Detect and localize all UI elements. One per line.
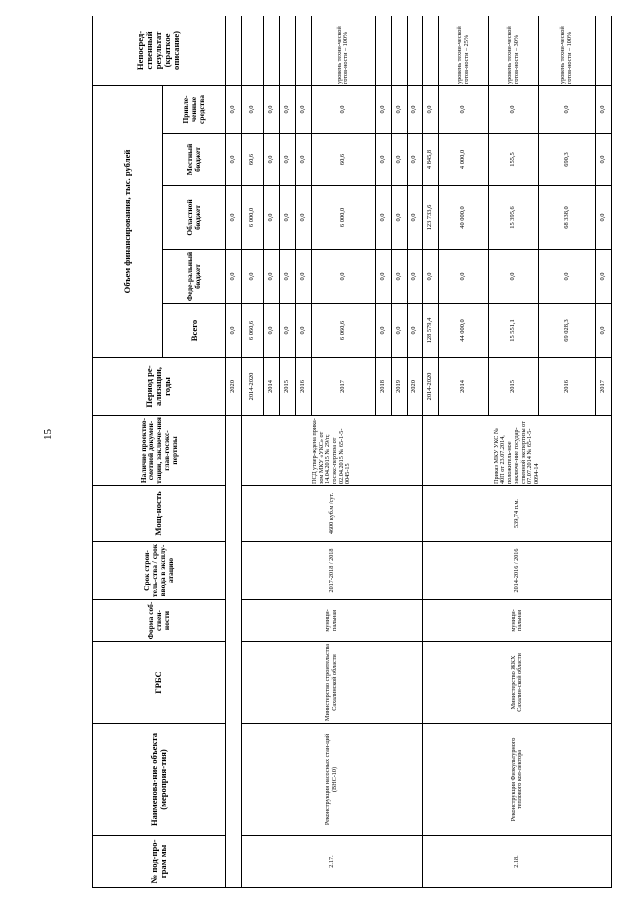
cell-federal: 0,0 bbox=[596, 250, 612, 304]
table-header-row bbox=[93, 16, 163, 888]
cell-total: 15 551,1 bbox=[489, 304, 539, 358]
cell-local: 0,0 bbox=[596, 134, 612, 186]
cell-result bbox=[264, 16, 280, 85]
cell-result: уровень техни-ческой готов-ности – 25% bbox=[439, 16, 489, 85]
page-number: 15 bbox=[42, 429, 54, 440]
cell-no: 2.17. bbox=[241, 836, 423, 888]
cell-regional: 0,0 bbox=[407, 186, 423, 250]
cell-federal: 0,0 bbox=[423, 250, 439, 304]
cell-period: 2019 bbox=[391, 358, 407, 416]
cell-regional: 6 000,0 bbox=[312, 186, 376, 250]
cell-period: 2015 bbox=[280, 358, 296, 416]
cell-period: 2018 bbox=[375, 358, 391, 416]
cell-federal: 0,0 bbox=[241, 250, 264, 304]
cell-result: уровень техни-ческой готов-ности – 100% bbox=[539, 16, 596, 85]
cell-result: уровень техни-ческой готов-ности – 30% bbox=[489, 16, 539, 85]
cell-federal: 0,0 bbox=[391, 250, 407, 304]
cell-result bbox=[241, 16, 264, 85]
cell-total: 0,0 bbox=[407, 304, 423, 358]
cell-attracted: 0,0 bbox=[280, 85, 296, 133]
cell-ownership: муници-пальная bbox=[423, 600, 612, 642]
header-ownership: Форма соб-ствен-ности bbox=[93, 600, 226, 642]
cell-total: 0,0 bbox=[225, 304, 241, 358]
cell-local: 60,6 bbox=[312, 134, 376, 186]
cell-local: 0,0 bbox=[280, 134, 296, 186]
cell-total: 6 060,6 bbox=[312, 304, 376, 358]
cell-ownership: муници-пальная bbox=[241, 600, 423, 642]
header-total: Всего bbox=[163, 304, 225, 358]
cell-result bbox=[423, 16, 439, 85]
cell-term: 2017-2018 / 2018 bbox=[241, 542, 423, 600]
cell-period: 2017 bbox=[312, 358, 376, 416]
cell-local: 0,0 bbox=[375, 134, 391, 186]
cell-attracted: 0,0 bbox=[375, 85, 391, 133]
cell-local: 60,6 bbox=[241, 134, 264, 186]
cell-federal: 0,0 bbox=[264, 250, 280, 304]
cell-attracted: 0,0 bbox=[489, 85, 539, 133]
cell-regional: 123 733,6 bbox=[423, 186, 439, 250]
cell-name: Реконструкция Физкультурного теплового кол-лектора bbox=[423, 724, 612, 836]
cell-local: 0,0 bbox=[391, 134, 407, 186]
cell-grbs: Министерство строительства Сахалинской области bbox=[241, 642, 423, 724]
cell-federal: 0,0 bbox=[225, 250, 241, 304]
header-no: № под-про-грам мы bbox=[93, 836, 226, 888]
cell-psd: Приказ МКУ УКС № 40П от 23.07.2014, положитель-ное заключе-ние государ-ственной экспертизы от 07.07.2014 № 65-1-5-0094-14 bbox=[423, 416, 612, 486]
cell-regional: 15 395,6 bbox=[489, 186, 539, 250]
header-capacity: Мощ-ность bbox=[93, 486, 226, 542]
cell-attracted: 0,0 bbox=[539, 85, 596, 133]
cell-psd: ПСД утвер-ждена прика-зом МКУ «УКС» от 14.04.2015 № 29/п; госэкс-пертиза от 02.04.2015 № 65-1-5-0045-15 bbox=[241, 416, 423, 486]
header-local: Местный бюджет bbox=[163, 134, 225, 186]
cell-total: 44 000,0 bbox=[439, 304, 489, 358]
cell-federal: 0,0 bbox=[296, 250, 312, 304]
header-grbs: ГРБС bbox=[93, 642, 226, 724]
cell-regional: 0,0 bbox=[296, 186, 312, 250]
cell-regional: 0,0 bbox=[391, 186, 407, 250]
cell-regional: 68 338,0 bbox=[539, 186, 596, 250]
header-name: Наименова-ние объекта (мероприя-тия) bbox=[93, 724, 226, 836]
funding-table bbox=[92, 16, 612, 888]
header-funding: Объем финансирования, тыс. рублей bbox=[93, 85, 163, 357]
cell-local: 0,0 bbox=[296, 134, 312, 186]
cell-total: 0,0 bbox=[264, 304, 280, 358]
cell-result bbox=[280, 16, 296, 85]
cell-period: 2014 bbox=[264, 358, 280, 416]
cell-result: уровень техни-ческой готов-ности – 100% bbox=[312, 16, 376, 85]
cell-result bbox=[391, 16, 407, 85]
cell-period: 2014-2020 bbox=[241, 358, 264, 416]
cell-federal: 0,0 bbox=[539, 250, 596, 304]
header-period: Период ре-ализации, годы bbox=[93, 358, 226, 416]
landscape-content bbox=[92, 16, 612, 888]
header-attracted: Привле-ченные средства bbox=[163, 85, 225, 133]
cell-regional: 40 000,0 bbox=[439, 186, 489, 250]
cell-attracted: 0,0 bbox=[423, 85, 439, 133]
cell-attracted: 0,0 bbox=[596, 85, 612, 133]
cell-total: 69 028,3 bbox=[539, 304, 596, 358]
cell-total: 0,0 bbox=[391, 304, 407, 358]
cell-period: 2016 bbox=[539, 358, 596, 416]
cell-period: 2016 bbox=[296, 358, 312, 416]
cell-federal: 0,0 bbox=[439, 250, 489, 304]
cell-local: 690,3 bbox=[539, 134, 596, 186]
cell-total: 128 579,4 bbox=[423, 304, 439, 358]
cell-result bbox=[596, 16, 612, 85]
cell-result bbox=[225, 16, 241, 85]
cell-no: 2.18. bbox=[423, 836, 612, 888]
cell-regional: 0,0 bbox=[280, 186, 296, 250]
cell-federal: 0,0 bbox=[375, 250, 391, 304]
cell-local: 0,0 bbox=[407, 134, 423, 186]
cell-period: 2020 bbox=[225, 358, 241, 416]
cell-period: 2014 bbox=[439, 358, 489, 416]
cell-result bbox=[375, 16, 391, 85]
cell-local: 4 845,8 bbox=[423, 134, 439, 186]
cell-attracted: 0,0 bbox=[312, 85, 376, 133]
header-term: Срок строи-тель-ства / срок ввода в эксплу-атацию bbox=[93, 542, 226, 600]
cell-total: 0,0 bbox=[280, 304, 296, 358]
cell-period: 2014-2020 bbox=[423, 358, 439, 416]
cell-grbs: Министерство ЖКХ Сахалин-ской области bbox=[423, 642, 612, 724]
cell-regional: 6 000,0 bbox=[241, 186, 264, 250]
cell-result bbox=[296, 16, 312, 85]
cell-attracted: 0,0 bbox=[225, 85, 241, 133]
cell-local: 0,0 bbox=[264, 134, 280, 186]
row-carry-over bbox=[225, 416, 241, 888]
cell-name: Реконструкция насосных стан-ций (ВНС-10) bbox=[241, 724, 423, 836]
cell-total: 6 060,6 bbox=[241, 304, 264, 358]
cell-federal: 0,0 bbox=[312, 250, 376, 304]
cell-total: 0,0 bbox=[596, 304, 612, 358]
cell-federal: 0,0 bbox=[489, 250, 539, 304]
cell-total: 0,0 bbox=[296, 304, 312, 358]
cell-regional: 0,0 bbox=[264, 186, 280, 250]
cell-capacity: 539,74 п.м. bbox=[423, 486, 612, 542]
header-federal: Феде-ральный бюджет bbox=[163, 250, 225, 304]
cell-attracted: 0,0 bbox=[439, 85, 489, 133]
cell-attracted: 0,0 bbox=[241, 85, 264, 133]
cell-regional: 0,0 bbox=[596, 186, 612, 250]
table-row bbox=[241, 16, 264, 888]
header-psd: Наличие проектно-сметной докумен-тации, заключе-ния глав-гоcэкс-пертизы bbox=[93, 416, 226, 486]
cell-period: 2015 bbox=[489, 358, 539, 416]
cell-total: 0,0 bbox=[375, 304, 391, 358]
cell-regional: 0,0 bbox=[225, 186, 241, 250]
cell-federal: 0,0 bbox=[407, 250, 423, 304]
header-result: Непосред-ственный результат (краткое описание) bbox=[93, 16, 226, 85]
table-row bbox=[225, 16, 241, 888]
cell-federal: 0,0 bbox=[280, 250, 296, 304]
cell-attracted: 0,0 bbox=[296, 85, 312, 133]
cell-local: 0,0 bbox=[225, 134, 241, 186]
cell-local: 4 000,0 bbox=[439, 134, 489, 186]
cell-period: 2017 bbox=[596, 358, 612, 416]
cell-regional: 0,0 bbox=[375, 186, 391, 250]
cell-attracted: 0,0 bbox=[264, 85, 280, 133]
cell-attracted: 0,0 bbox=[407, 85, 423, 133]
cell-local: 155,5 bbox=[489, 134, 539, 186]
cell-result bbox=[407, 16, 423, 85]
cell-attracted: 0,0 bbox=[391, 85, 407, 133]
cell-term: 2014-2016 / 2016 bbox=[423, 542, 612, 600]
header-regional: Областной бюджет bbox=[163, 186, 225, 250]
cell-period: 2020 bbox=[407, 358, 423, 416]
cell-capacity: 4600 куб.м /сут. bbox=[241, 486, 423, 542]
table-row bbox=[423, 16, 439, 888]
rotated-page-frame bbox=[92, 16, 612, 888]
